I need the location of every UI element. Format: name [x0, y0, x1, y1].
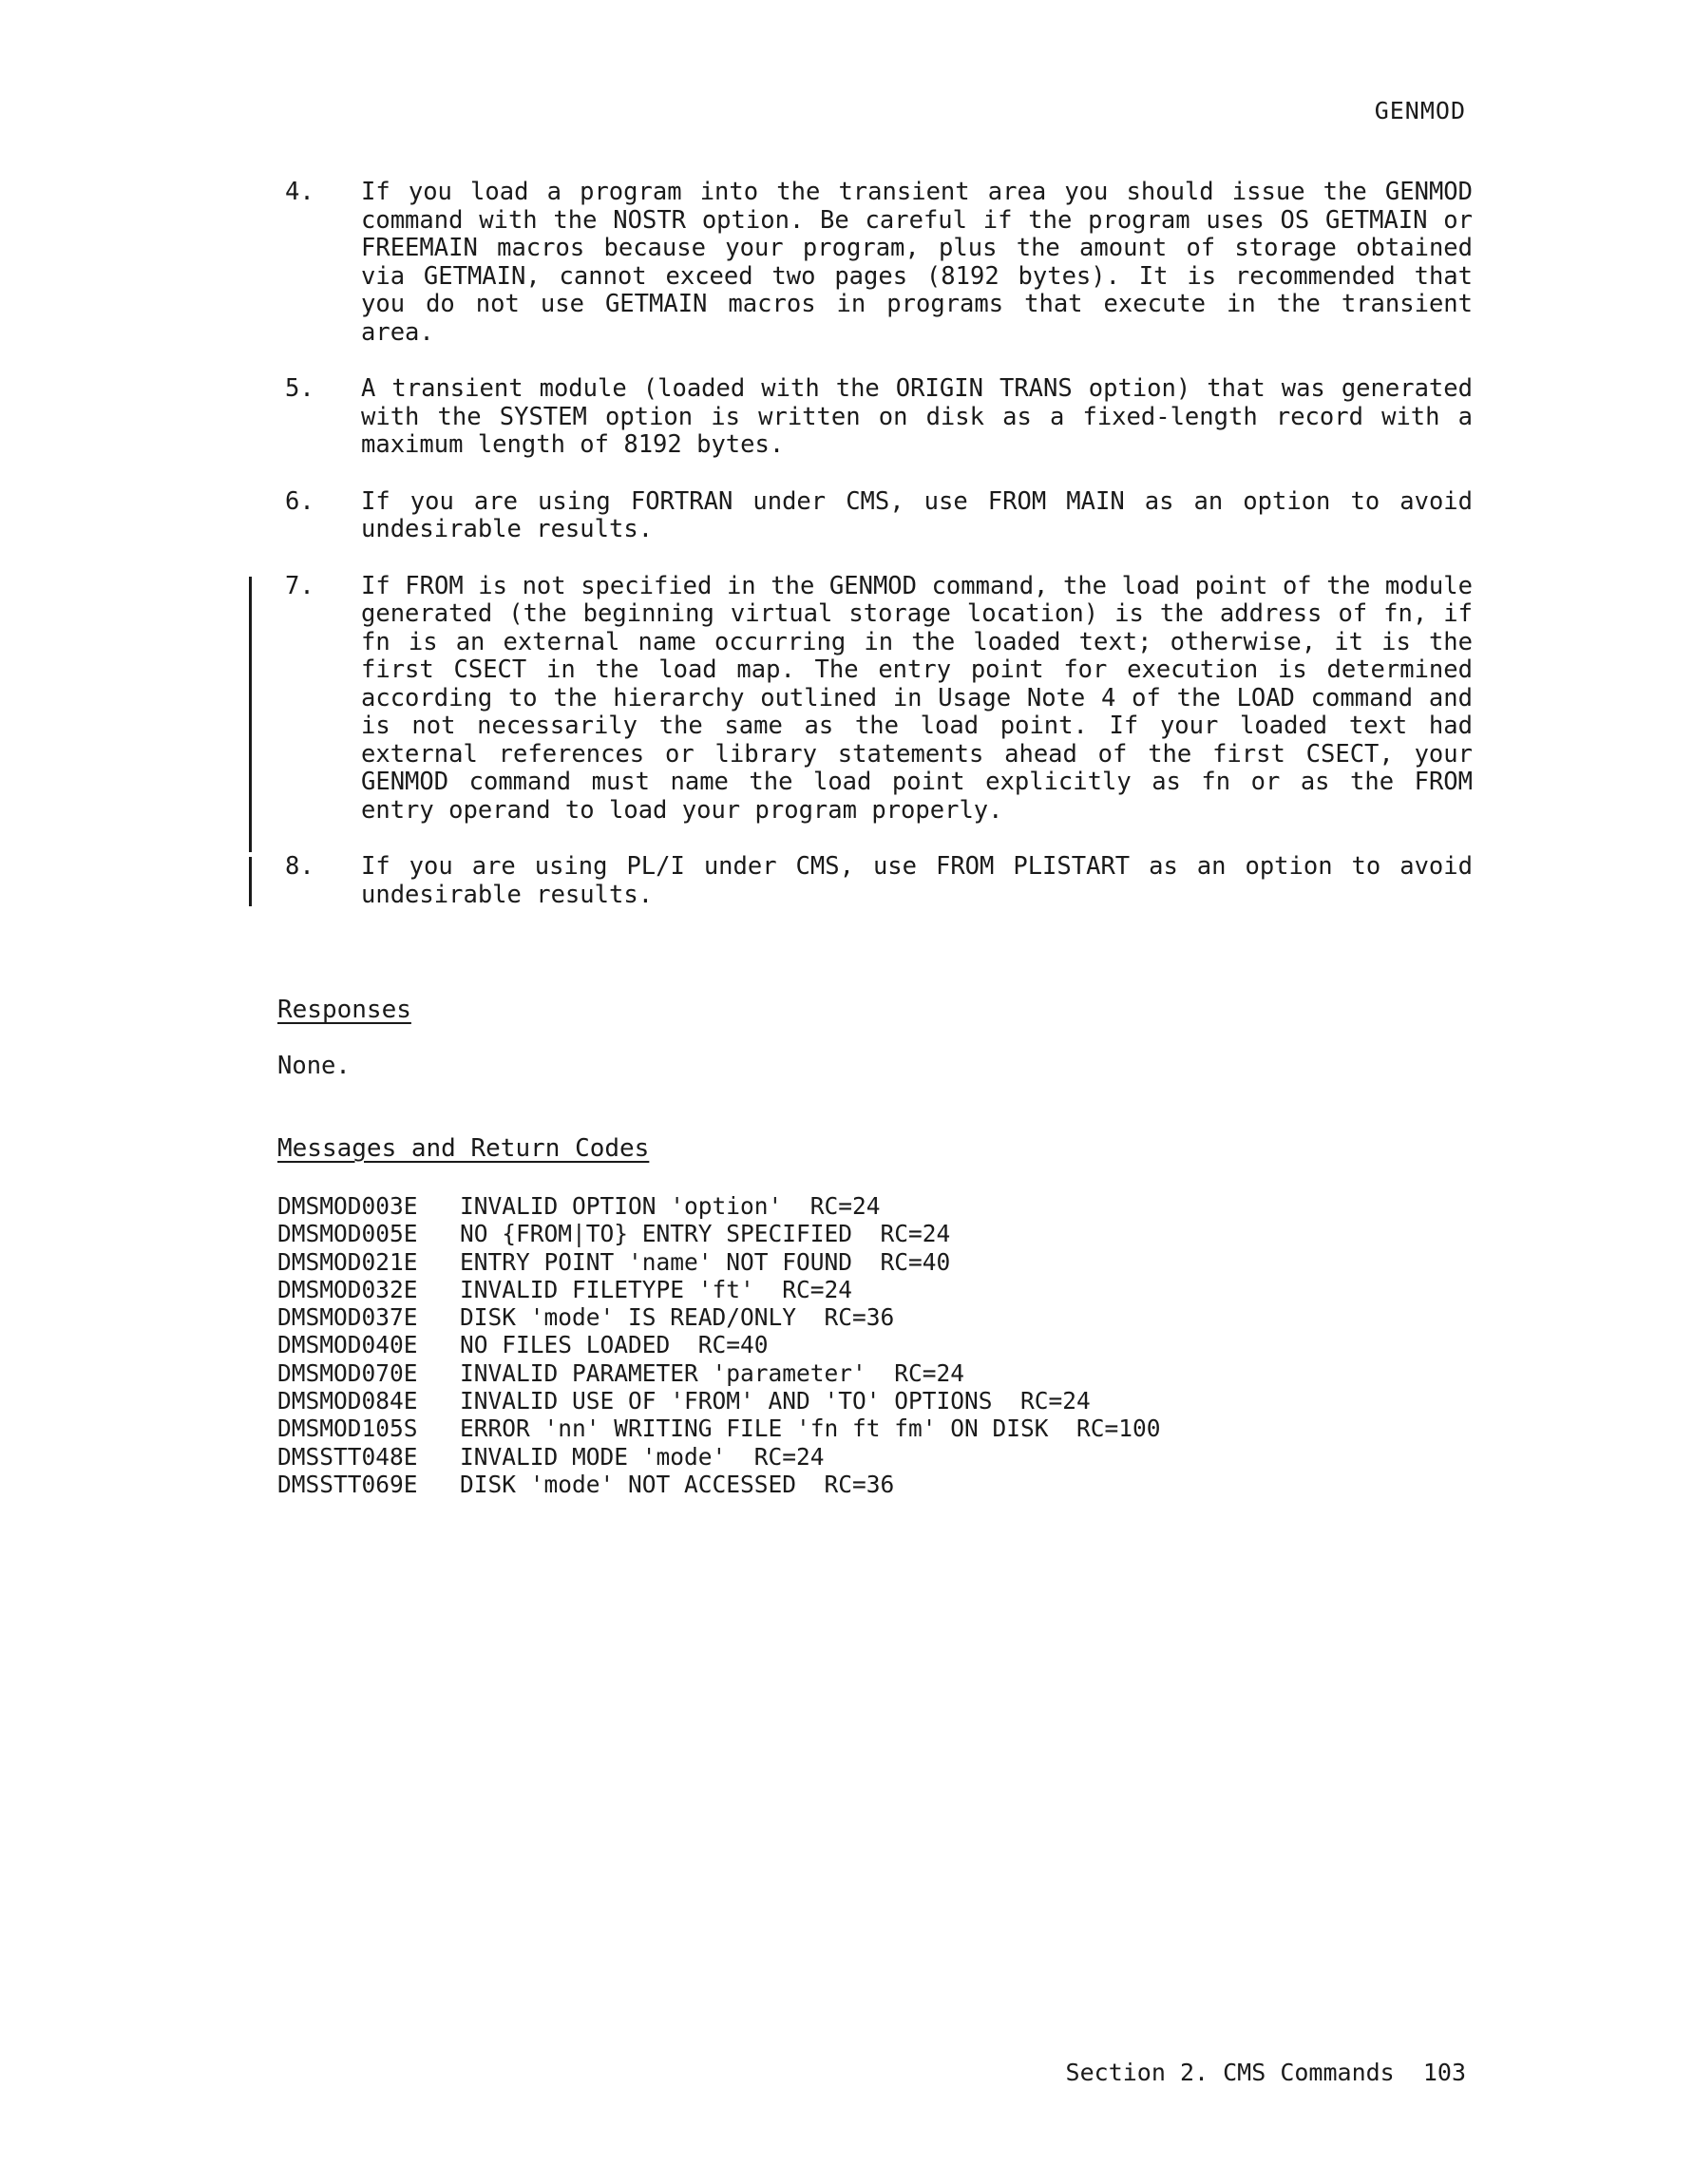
- message-id: DMSMOD021E: [277, 1247, 418, 1276]
- message-id: DMSMOD105S: [277, 1415, 418, 1443]
- message-text: DISK 'mode' NOT ACCESSED RC=36: [460, 1470, 895, 1498]
- note-number: 5.: [285, 374, 314, 403]
- message-row: [277, 1359, 1418, 1387]
- note-number: 8.: [285, 852, 314, 881]
- running-head: GENMOD: [1374, 97, 1466, 124]
- message-text: INVALID USE OF 'FROM' AND 'TO' OPTIONS RC=24: [460, 1387, 1091, 1415]
- message-row: [277, 1331, 1418, 1358]
- note-text: If you are using PL/I under CMS, use FROM PLISTART as an option to avoid undesirable results.: [361, 852, 1488, 909]
- message-text: INVALID MODE 'mode' RC=24: [460, 1442, 825, 1471]
- message-text: ENTRY POINT 'name' NOT FOUND RC=40: [460, 1247, 951, 1276]
- message-text: DISK 'mode' IS READ/ONLY RC=36: [460, 1303, 895, 1332]
- message-id: DMSMOD070E: [277, 1358, 418, 1387]
- message-row: [277, 1387, 1418, 1415]
- note-text: If you are using FORTRAN under CMS, use FROM MAIN as an option to avoid undesirable results.: [361, 486, 1488, 543]
- footer-section: Section 2. CMS Commands: [1065, 2059, 1395, 2086]
- note-text: If you load a program into the transient area you should issue the GENMOD command with the NOSTR option. Be careful if the program uses OS GETMAIN or FREEMAIN macros because your program, plus the amount of storage obtained via GETMAIN, cannot exceed two pages (8192 bytes). It is recommended that you do not use GETMAIN macros in programs that execute in the transient area.: [361, 178, 1488, 347]
- message-row: [277, 1303, 1418, 1331]
- usage-note-8: [285, 852, 1488, 909]
- message-text: NO FILES LOADED RC=40: [460, 1331, 769, 1359]
- note-text: A transient module (loaded with the ORIGIN TRANS option) that was generated with the SYSTEM option is written on disk as a fixed-length record with a maximum length of 8192 bytes.: [361, 374, 1488, 459]
- message-row: [277, 1220, 1418, 1247]
- revision-change-bar: [249, 577, 252, 852]
- page-footer: [1066, 2059, 1466, 2086]
- revision-change-bar: [249, 857, 252, 906]
- note-text: If FROM is not specified in the GENMOD command, the load point of the module generated (the beginning virtual storage location) is the address of fn, if fn is an external name occurring in the loaded text; otherwise, it is the first CSECT in the load map. The entry point for execution is determined according to the hierarchy outlined in Usage Note 4 of the LOAD command and is not necessarily the same as the load point. If your loaded text had external references or library statements ahead of the first CSECT, your GENMOD command must name the load point explicitly as fn or as the FROM entry operand to load your program properly.: [361, 571, 1488, 825]
- message-row: [277, 1415, 1418, 1442]
- message-row: [277, 1443, 1418, 1471]
- message-row: [277, 1276, 1418, 1303]
- note-number: 7.: [285, 571, 314, 600]
- message-text: NO {FROM|TO} ENTRY SPECIFIED RC=24: [460, 1220, 951, 1248]
- usage-note-7: [285, 571, 1488, 826]
- message-id: DMSMOD005E: [277, 1220, 418, 1248]
- usage-note-6: [285, 486, 1488, 544]
- messages-heading: Messages and Return Codes: [277, 1134, 650, 1163]
- message-id: DMSMOD037E: [277, 1303, 418, 1332]
- message-id: DMSSTT048E: [277, 1442, 418, 1471]
- message-text: INVALID PARAMETER 'parameter' RC=24: [460, 1358, 965, 1387]
- note-number: 6.: [285, 486, 314, 516]
- usage-note-5: [285, 374, 1488, 460]
- message-id: DMSMOD032E: [277, 1275, 418, 1303]
- usage-note-4: [285, 178, 1488, 347]
- message-id: DMSMOD003E: [277, 1192, 418, 1220]
- message-text: INVALID FILETYPE 'ft' RC=24: [460, 1275, 853, 1303]
- message-row: [277, 1248, 1418, 1276]
- usage-notes: [285, 178, 1488, 938]
- message-text: ERROR 'nn' WRITING FILE 'fn ft fm' ON DISK RC=100: [460, 1415, 1161, 1443]
- message-text: INVALID OPTION 'option' RC=24: [460, 1192, 881, 1220]
- messages-list: [277, 1192, 1418, 1498]
- message-row: [277, 1192, 1418, 1220]
- message-id: DMSMOD040E: [277, 1331, 418, 1359]
- responses-text: None.: [277, 1052, 351, 1080]
- responses-heading: Responses: [277, 996, 411, 1024]
- message-id: DMSSTT069E: [277, 1470, 418, 1498]
- message-row: [277, 1471, 1418, 1498]
- page-number: 103: [1422, 2059, 1466, 2086]
- note-number: 4.: [285, 178, 314, 206]
- message-id: DMSMOD084E: [277, 1387, 418, 1415]
